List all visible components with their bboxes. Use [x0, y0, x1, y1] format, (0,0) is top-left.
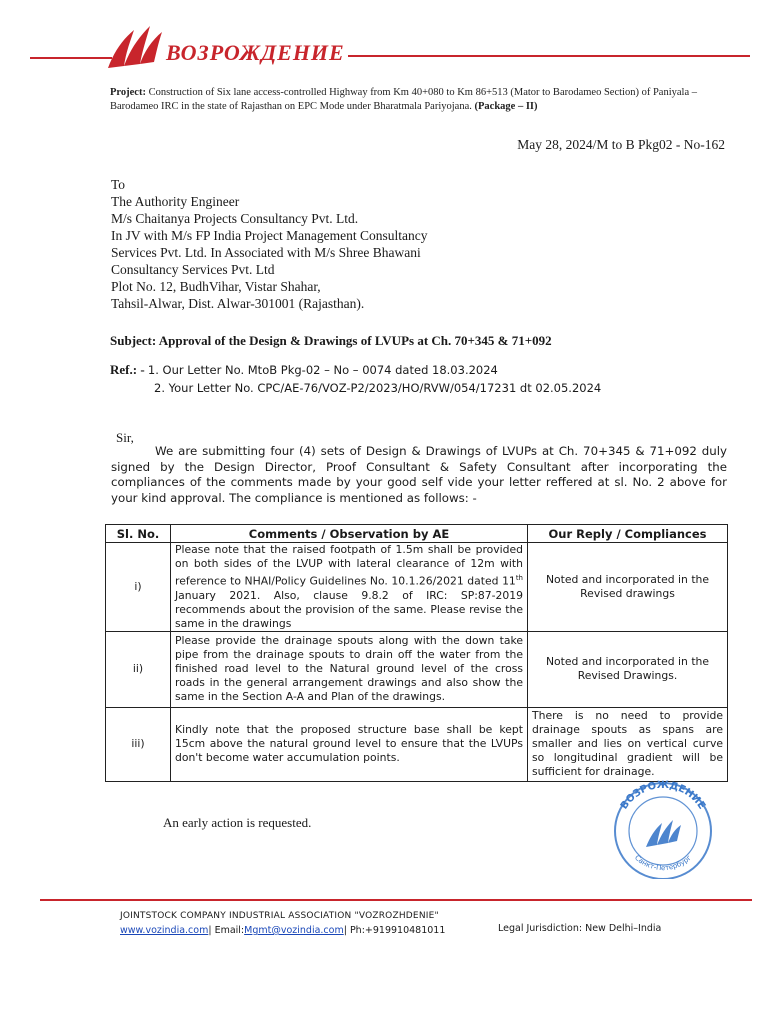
row-comment: Please provide the drainage spouts along with the down take pipe from the drainage spouts to drain off the water from the finished road level to the Natural ground level of the cross roads in the general arrangement drawings and also show the same in the Section A-A and Plan of the drawings. [171, 631, 528, 707]
footer-phone: | Ph:+919910481011 [343, 925, 446, 936]
stamp-emblem-icon [646, 820, 681, 847]
address-line: In JV with M/s FP India Project Management Consultancy [111, 228, 428, 243]
project-description [110, 86, 740, 114]
col-header-comments: Comments / Observation by AE [171, 525, 528, 543]
intro-paragraph: We are submitting four (4) sets of Design & Drawings of LVUPs at Ch. 70+345 & 71+092 duly signed by the Design Director, Proof Consultant & Safety Consultant after incorporating the compliances of the comments made by your good self vide your letter reffered at sl. No. 2 above for your kind approval. The compliance is mentioned as follows: - [111, 444, 727, 505]
footer-email-link[interactable]: Mgmt@vozindia.com [244, 925, 344, 936]
footer-contacts [120, 925, 445, 936]
company-seal-stamp [598, 773, 728, 879]
table-row [106, 707, 728, 781]
stamp-bottom-text: Санкт-Петербург [632, 853, 694, 873]
address-to: To [111, 177, 126, 192]
row-sl: i) [106, 543, 171, 632]
table-row [106, 631, 728, 707]
closing-line: An early action is requested. [163, 815, 312, 830]
address-line: Tahsil-Alwar, Dist. Alwar-301001 (Rajasthan). [111, 296, 365, 311]
address-line: Consultancy Services Pvt. Ltd [111, 262, 275, 277]
address-line: M/s Chaitanya Projects Consultancy Pvt. Ltd. [111, 211, 359, 226]
recipient-address [111, 176, 427, 312]
footer-email-label: | Email: [208, 925, 245, 936]
ref-item-1: 1. Our Letter No. MtoB Pkg-02 – No – 0074 dated 18.03.2024 [147, 363, 498, 377]
project-package: (Package – II) [474, 101, 538, 112]
svg-text:ВОЗРОЖДЕНИЕ [619, 780, 707, 812]
brand-name: ВОЗРОЖДЕНИЕ [166, 40, 345, 65]
row-comment: Please note that the raised footpath of 1.5m shall be provided on both sides of the LVUP with lateral clearance of 12m with reference to NHAI/Policy Guidelines No. 10.1.26/2021 dated 11th January 2021. Also, clause 9.8.2 of IRC: SP:87-2019 recommends about the provision of the same. Please revise the same in the drawings [171, 543, 528, 632]
footer-jurisdiction: Legal Jurisdiction: New Delhi–India [498, 923, 662, 934]
address-line: The Authority Engineer [111, 194, 240, 209]
row-sl: iii) [106, 707, 171, 781]
svg-text:Санкт-Петербург [633, 853, 693, 872]
address-line: Plot No. 12, BudhVihar, Vistar Shahar, [111, 279, 321, 294]
table-row [106, 543, 728, 632]
row-comment: Kindly note that the proposed structure base shall be kept 15cm above the natural ground level to ensure that the LVUPs don't become water accumulation points. [171, 707, 528, 781]
company-logo-icon [104, 22, 166, 70]
letter-date-reference: May 28, 2024/M to B Pkg02 - No-162 [517, 137, 725, 152]
letter-subject: Subject: Approval of the Design & Drawings of LVUPs at Ch. 70+345 & 71+092 [110, 333, 552, 348]
ref-label: Ref.: - [110, 362, 145, 377]
row-reply: There is no need to provide drainage spouts as spans are smaller and lies on vertical curve so longitudinal gradient will be sufficient for drainage. [528, 707, 728, 781]
col-header-sl: Sl. No. [106, 525, 171, 543]
project-text: Construction of Six lane access-controlled Highway from Km 40+080 to Km 86+513 (Mator to Barodameo Section) of Paniyala – Barodameo IRC in the state of Rajasthan on EPC Mode under Bharatmala Pariyojana. [110, 87, 697, 112]
footer-rule [40, 899, 752, 901]
letter-references [110, 361, 601, 397]
footer-company-name: JOINTSTOCK COMPANY INDUSTRIAL ASSOCIATION "VOZROZHDENIE" [120, 911, 439, 921]
footer-website-link[interactable]: www.vozindia.com [120, 925, 209, 936]
col-header-reply: Our Reply / Compliances [528, 525, 728, 543]
project-label: Project: [110, 87, 146, 98]
header-rule-left [30, 57, 112, 59]
row-reply: Noted and incorporated in the Revised drawings [528, 543, 728, 632]
salutation: Sir, [116, 430, 134, 445]
ref-item-2: 2. Your Letter No. CPC/AE-76/VOZ-P2/2023/HO/RVW/054/17231 dt 02.05.2024 [154, 381, 602, 395]
table-header-row [106, 525, 728, 543]
address-line: Services Pvt. Ltd. In Associated with M/s Shree Bhawani [111, 245, 421, 260]
row-reply: Noted and incorporated in the Revised Drawings. [528, 631, 728, 707]
compliance-table [105, 524, 728, 782]
row-sl: ii) [106, 631, 171, 707]
stamp-top-text: ВОЗРОЖДЕНИЕ [618, 779, 708, 812]
header-rule-right [348, 55, 750, 57]
